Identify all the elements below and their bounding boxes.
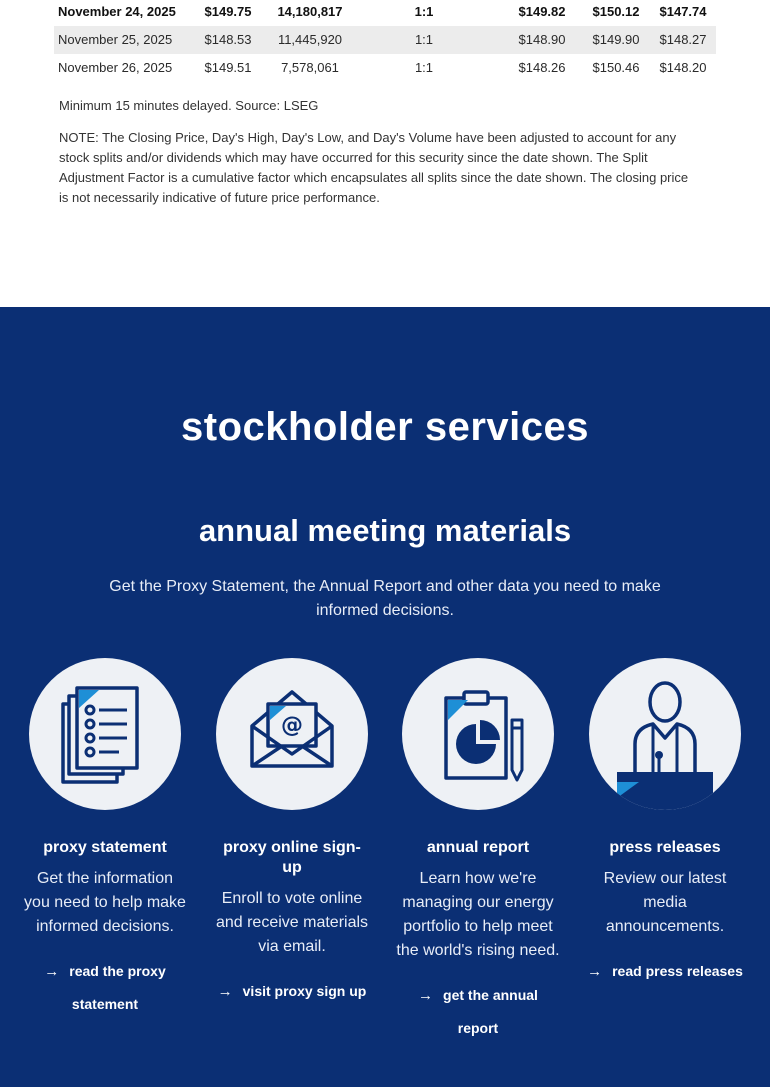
get-annual-report-link[interactable] <box>393 979 563 1044</box>
open-cell: $148.90 <box>518 32 566 47</box>
visit-proxy-signup-link[interactable] <box>207 975 377 1008</box>
arrow-right-icon: → <box>587 963 603 980</box>
link-label: read the proxy statement <box>69 963 166 1012</box>
link-label: read press releases <box>612 963 743 979</box>
close-cell: $149.51 <box>204 60 252 75</box>
date-cell: November 26, 2025 <box>58 60 173 75</box>
card-title: press releases <box>609 839 721 856</box>
section-intro: Get the Proxy Statement, the Annual Report and other data you need to make informed decisions. <box>109 578 661 619</box>
arrow-right-icon: → <box>418 987 434 1004</box>
email-envelope-icon <box>216 658 368 810</box>
document-stack-icon <box>29 658 181 810</box>
card-title: proxy online sign-up <box>223 839 361 876</box>
card-description: Enroll to vote online and receive materials via email. <box>215 890 369 955</box>
card-description: Get the information you need to help make informed decisions. <box>24 870 186 935</box>
table-row <box>54 0 716 26</box>
split-cell: 1:1 <box>414 32 434 47</box>
high-cell: $150.46 <box>592 60 640 75</box>
stockholder-services-section <box>0 307 770 1087</box>
card-title: proxy statement <box>43 839 167 856</box>
high-cell: $150.12 <box>592 4 640 19</box>
price-history-section <box>0 0 770 307</box>
open-cell: $148.26 <box>518 60 566 75</box>
volume-cell: 14,180,817 <box>277 4 343 19</box>
table-row <box>54 26 716 54</box>
split-cell: 1:1 <box>414 4 434 19</box>
card-description: Learn how we're managing our energy portfolio to help meet the world's rising need. <box>396 870 560 959</box>
delay-note: Minimum 15 minutes delayed. Source: LSEG <box>59 98 319 113</box>
press-releases-card <box>580 658 750 988</box>
split-cell: 1:1 <box>414 60 434 75</box>
read-proxy-statement-link[interactable] <box>20 955 190 1020</box>
table-row <box>54 54 716 82</box>
speaker-podium-icon <box>589 658 741 810</box>
proxy-signup-card <box>207 658 377 1008</box>
high-cell: $149.90 <box>592 32 640 47</box>
date-cell: November 25, 2025 <box>58 32 173 47</box>
report-chart-icon <box>402 658 554 810</box>
svg-text:@: @ <box>281 713 303 738</box>
arrow-right-icon: → <box>217 983 233 1000</box>
close-cell: $149.75 <box>204 4 252 19</box>
open-cell: $149.82 <box>518 4 566 19</box>
proxy-statement-card <box>20 658 190 1020</box>
close-cell: $148.53 <box>204 32 252 47</box>
annual-report-card <box>393 658 563 1044</box>
link-label: get the annual report <box>443 987 538 1036</box>
section-title: stockholder services <box>181 405 589 449</box>
volume-cell: 11,445,920 <box>277 32 343 47</box>
card-description: Review our latest media announcements. <box>603 870 727 935</box>
arrow-right-icon: → <box>44 963 60 980</box>
date-cell: November 24, 2025 <box>58 4 176 19</box>
read-press-releases-link[interactable] <box>580 955 750 988</box>
low-cell: $148.20 <box>659 60 707 75</box>
volume-cell: 7,578,061 <box>281 60 339 75</box>
card-title: annual report <box>426 839 530 856</box>
subsection-title: annual meeting materials <box>198 513 572 548</box>
low-cell: $147.74 <box>659 4 707 19</box>
low-cell: $148.27 <box>659 32 707 47</box>
link-label: visit proxy sign up <box>242 983 367 999</box>
adjustment-note: NOTE: The Closing Price, Day's High, Day's Low, and Day's Volume have been adjusted to account for any stock splits and/or dividends which may have occurred for this security since the date shown. The Split Adjustment Factor is a cumulative factor which encapsulates all splits since the date shown. The closing price is not necessarily indicative of future price performance. <box>59 130 689 205</box>
